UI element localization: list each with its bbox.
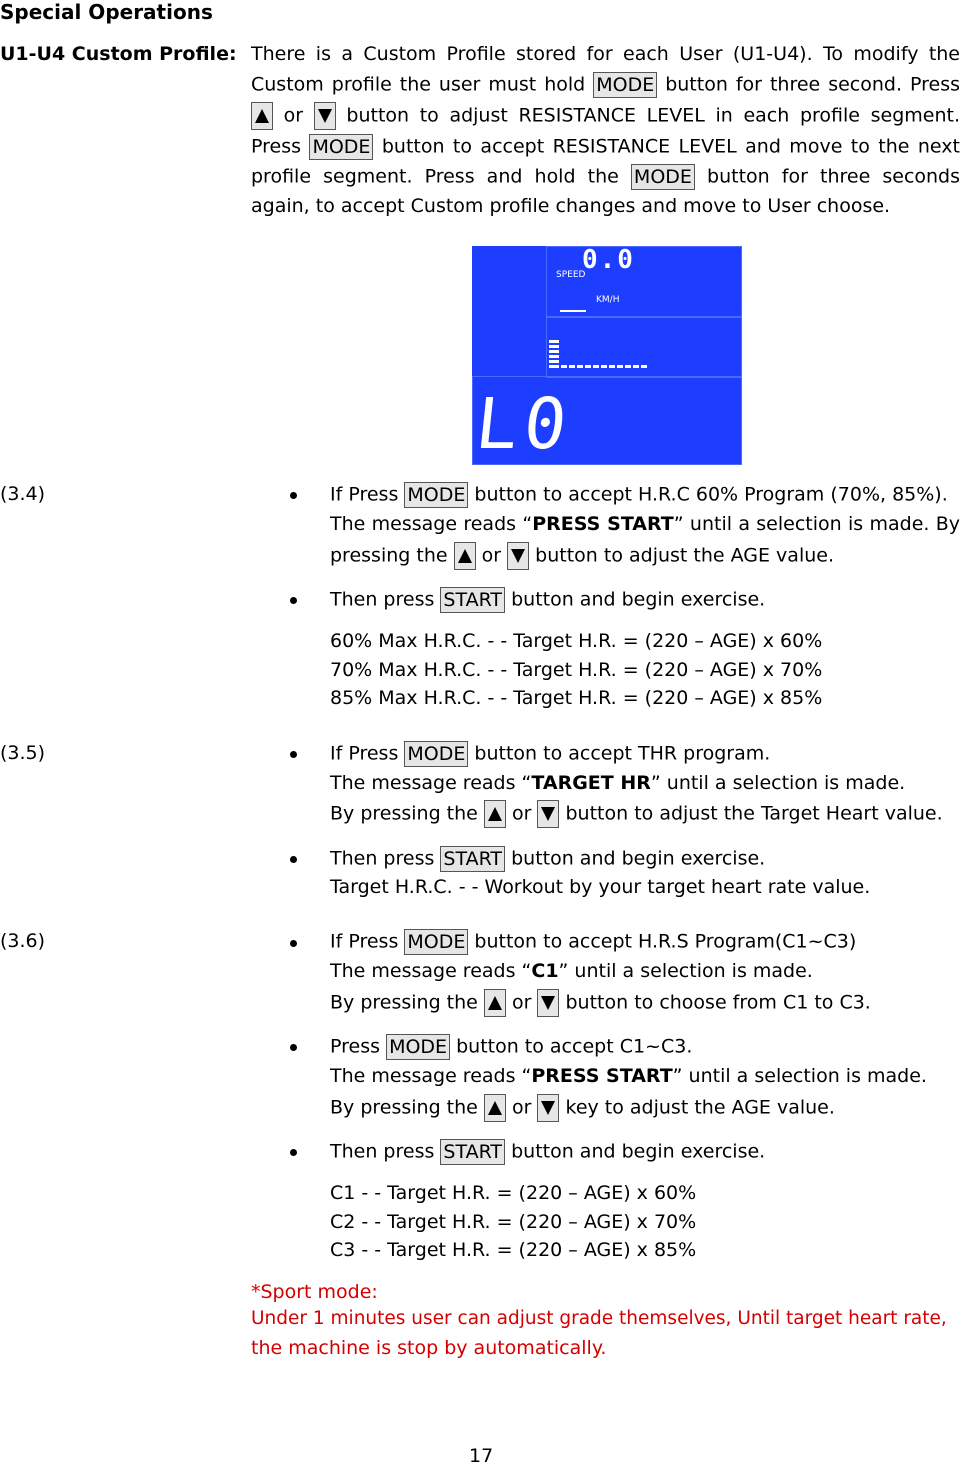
section-3-5-number: (3.5) (0, 742, 46, 764)
bullet-icon (290, 597, 297, 604)
mode-key: MODE (404, 741, 468, 767)
mode-key: MODE (404, 482, 468, 508)
up-arrow-icon (484, 989, 506, 1017)
bullet-icon (290, 492, 297, 499)
custom-profile-label: U1-U4 Custom Profile: (0, 43, 237, 65)
sport-mode-title: *Sport mode: (251, 1281, 378, 1303)
down-arrow-icon (507, 542, 529, 570)
bullet-icon (290, 940, 297, 947)
bullet-icon (290, 751, 297, 758)
page-number: 17 (469, 1445, 494, 1467)
mode-key: MODE (309, 134, 373, 160)
down-arrow-icon (537, 800, 559, 828)
s36-formula-3: C3 - - Target H.R. = (220 – AGE) x 85% (330, 1239, 697, 1261)
mode-key: MODE (631, 164, 695, 190)
s34-line-2: The message reads “PRESS START” until a selection is made. By (330, 513, 960, 535)
section-3-6-number: (3.6) (0, 930, 46, 952)
start-key: START (440, 587, 505, 613)
lcd-unit-label: KM/H (596, 295, 620, 305)
page-title: Special Operations (0, 0, 213, 24)
s36-line-3: By pressing the or button to choose from C1 to C3. (330, 989, 871, 1017)
s35-line-4: Then press START button and begin exercise. (330, 847, 766, 870)
s35-line-2: The message reads “TARGET HR” until a selection is made. (330, 772, 906, 794)
s36-line-6: By pressing the or key to adjust the AGE value. (330, 1094, 835, 1122)
up-arrow-icon (484, 1094, 506, 1122)
sport-mode-line-1: Under 1 minutes user can adjust grade themselves, Until target heart rate, (251, 1308, 947, 1329)
s36-line-4: Press MODE button to accept C1~C3. (330, 1035, 693, 1058)
lcd-profile-bars (546, 336, 740, 376)
s34-line-1: If Press MODE button to accept H.R.C 60% Program (70%, 85%). (330, 483, 948, 506)
lcd-underline (560, 310, 586, 312)
lcd-display (472, 246, 742, 465)
s36-formula-1: C1 - - Target H.R. = (220 – AGE) x 60% (330, 1182, 697, 1204)
s35-line-5: Target H.R.C. - - Workout by your target heart rate value. (330, 876, 871, 898)
section-3-4-number: (3.4) (0, 483, 46, 505)
s34-line-3: pressing the or button to adjust the AGE value. (330, 542, 834, 570)
sport-mode-line-2: the machine is stop by automatically. (251, 1337, 607, 1359)
down-arrow-icon (537, 989, 559, 1017)
up-arrow-icon (251, 102, 273, 130)
up-arrow-icon (484, 800, 506, 828)
s34-formula-3: 85% Max H.R.C. - - Target H.R. = (220 – AGE) x 85% (330, 687, 823, 709)
custom-profile-line-1: There is a Custom Profile stored for each User (U1-U4). To modify the (251, 43, 960, 65)
custom-profile-line-2: Custom profile the user must hold MODE button for three second. Press (251, 73, 960, 96)
custom-profile-line-5: profile segment. Press and hold the MODE button for three seconds (251, 165, 960, 188)
bullet-icon (290, 1149, 297, 1156)
s34-formula-2: 70% Max H.R.C. - - Target H.R. = (220 – AGE) x 70% (330, 659, 823, 681)
down-arrow-icon (537, 1094, 559, 1122)
lcd-speed-label: SPEED (556, 270, 586, 280)
mode-key: MODE (593, 72, 657, 98)
lcd-speed-value: 0.0 (582, 245, 635, 275)
down-arrow-icon (314, 102, 336, 130)
lcd-speed-panel (546, 246, 742, 318)
s36-line-7: Then press START button and begin exercise. (330, 1140, 766, 1163)
custom-profile-line-4: Press MODE button to accept RESISTANCE LEVEL and move to the next (251, 135, 960, 158)
start-key: START (440, 1139, 505, 1165)
s36-line-2: The message reads “C1” until a selection is made. (330, 960, 813, 982)
start-key: START (440, 846, 505, 872)
s36-line-5: The message reads “PRESS START” until a selection is made. (330, 1065, 927, 1087)
custom-profile-line-3: or button to adjust RESISTANCE LEVEL in each profile segment. (251, 102, 960, 130)
bullet-icon (290, 856, 297, 863)
mode-key: MODE (404, 929, 468, 955)
s34-line-4: Then press START button and begin exercise. (330, 588, 766, 611)
s36-formula-2: C2 - - Target H.R. = (220 – AGE) x 70% (330, 1211, 697, 1233)
bullet-icon (290, 1044, 297, 1051)
lcd-level-readout: L0 (471, 383, 577, 465)
mode-key: MODE (386, 1034, 450, 1060)
s36-line-1: If Press MODE button to accept H.R.S Program(C1~C3) (330, 930, 857, 953)
custom-profile-line-6: again, to accept Custom profile changes and move to User choose. (251, 195, 891, 217)
s35-line-1: If Press MODE button to accept THR program. (330, 742, 771, 765)
s34-formula-1: 60% Max H.R.C. - - Target H.R. = (220 – AGE) x 60% (330, 630, 823, 652)
up-arrow-icon (454, 542, 476, 570)
s35-line-3: By pressing the or button to adjust the Target Heart value. (330, 800, 943, 828)
